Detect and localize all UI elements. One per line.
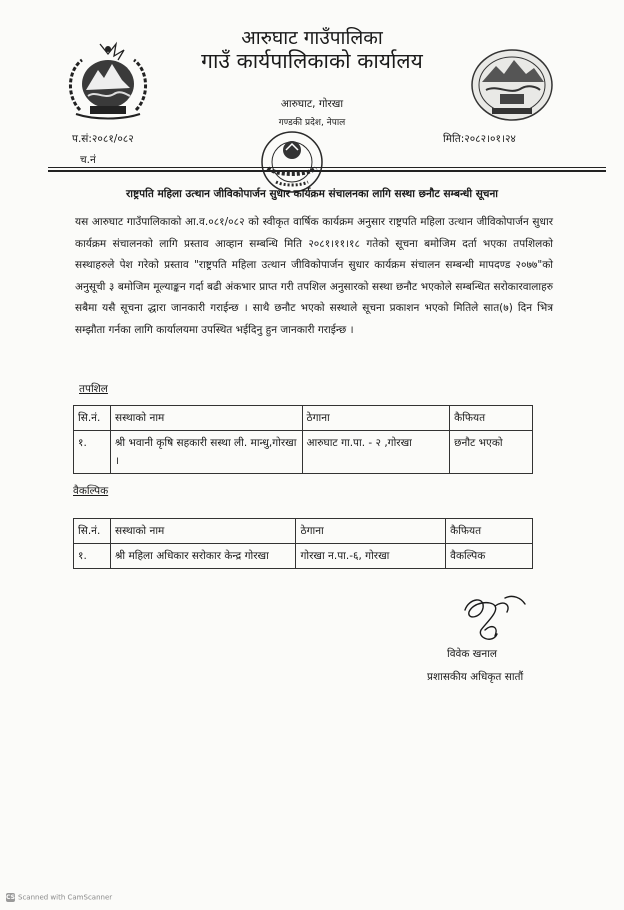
column-header-serial: सि.नं. bbox=[74, 519, 111, 544]
column-header-remarks: कैफियत bbox=[446, 519, 533, 544]
selected-organizations-table bbox=[73, 405, 533, 474]
signatory-designation: प्रशासकीय अधिकृत सातौं bbox=[427, 671, 524, 683]
column-header-org-name: सस्थाको नाम bbox=[110, 406, 302, 431]
dispatch-number: च.नं bbox=[80, 154, 96, 166]
watermark-text: Scanned with CamScanner bbox=[18, 893, 113, 902]
cell-remarks: छनौट भएको bbox=[450, 431, 533, 474]
table-row bbox=[74, 544, 533, 569]
cell-address: आरुघाट गा.पा. - २ ,गोरखा bbox=[302, 431, 450, 474]
column-header-org-name: सस्थाको नाम bbox=[110, 519, 296, 544]
table-header-row bbox=[74, 519, 533, 544]
notice-subject: राष्ट्रपति महिला उत्थान जीविकोपार्जन सुधार कार्यक्रम संचालनका लागि सस्था छनौट सम्बन्धी सूचना bbox=[125, 188, 499, 200]
org-name: आरुघाट गाउँपालिका bbox=[241, 27, 383, 49]
cell-serial: १. bbox=[74, 544, 111, 569]
camscanner-logo-icon: CS bbox=[6, 894, 15, 901]
cell-serial: १. bbox=[74, 431, 111, 474]
column-header-address: ठेगाना bbox=[296, 519, 446, 544]
table-header-row bbox=[74, 406, 533, 431]
issue-date: मिति:२०८२।०१।२४ bbox=[443, 133, 516, 145]
header-rule-thin bbox=[48, 167, 606, 168]
cell-remarks: वैकल्पिक bbox=[446, 544, 533, 569]
office-address: आरुघाट, गोरखा bbox=[280, 98, 344, 110]
column-header-remarks: कैफियत bbox=[450, 406, 533, 431]
header-rule-thick bbox=[48, 170, 606, 172]
section-title-alternate: वैकल्पिक bbox=[73, 485, 109, 497]
table-row bbox=[74, 431, 533, 474]
cell-org-name: श्री महिला अधिकार सरोकार केन्द्र गोरखा bbox=[110, 544, 296, 569]
office-province: गण्डकी प्रदेश, नेपाल bbox=[278, 118, 346, 128]
signatory-name: विवेक खनाल bbox=[447, 648, 498, 660]
column-header-address: ठेगाना bbox=[302, 406, 450, 431]
scanner-watermark bbox=[6, 893, 112, 902]
reference-number: प.सं:२०८१/०८२ bbox=[72, 133, 134, 145]
handwritten-signature-icon bbox=[455, 590, 535, 652]
notice-body: यस आरुघाट गाउँपालिकाको आ.व.०८१/०८२ को स्वीकृत वार्षिक कार्यक्रम अनुसार राष्ट्रपति महिला उत्थान जीविकोपार्जन सुधार कार्यक्रम संचालनको लागि प्रस्ताव आव्हान सम्बन्धि मिति २०८१।११।१८ गतेको सूचना बमोजिम दर्ता भएका तपशिलको सस्थाहरुले पेश गरेको प्रस्ताव "राष्ट्रपति महिला उत्थान जीविकोपार्जन सुधार कार्यक्रम संचालन सम्बन्धी मापदण्ड २०७७"को अनुसूची ३ बमोजिम मूल्याङ्कन गर्दा बढी अंकभार प्राप्त गरी तपशिल अनुसारको सस्था छनौट भएकोले सम्बन्धित सरोकारवालाहरु सबैमा यसै सूचना द्धारा जानकारी गराईन्छ । साथै छनौट भएको सस्थाले सूचना प्रकाशन भएको मितिले सात(७) दिन भित्र सम्झौता गर्नका लागि कार्यालयमा उपस्थित भईदिनु हुन जानकारी गराईन्छ । bbox=[75, 216, 553, 336]
column-header-serial: सि.नं. bbox=[74, 406, 111, 431]
cell-address: गोरखा न.पा.-६, गोरखा bbox=[296, 544, 446, 569]
alternate-organizations-table bbox=[73, 518, 533, 569]
cell-org-name: श्री भवानी कृषि सहकारी सस्था ली. मान्धु,गोरखा । bbox=[110, 431, 302, 474]
office-name: गाउँ कार्यपालिकाको कार्यालय bbox=[201, 49, 423, 73]
office-stamp-icon bbox=[250, 128, 334, 196]
section-title-selected: तपशिल bbox=[79, 383, 108, 395]
